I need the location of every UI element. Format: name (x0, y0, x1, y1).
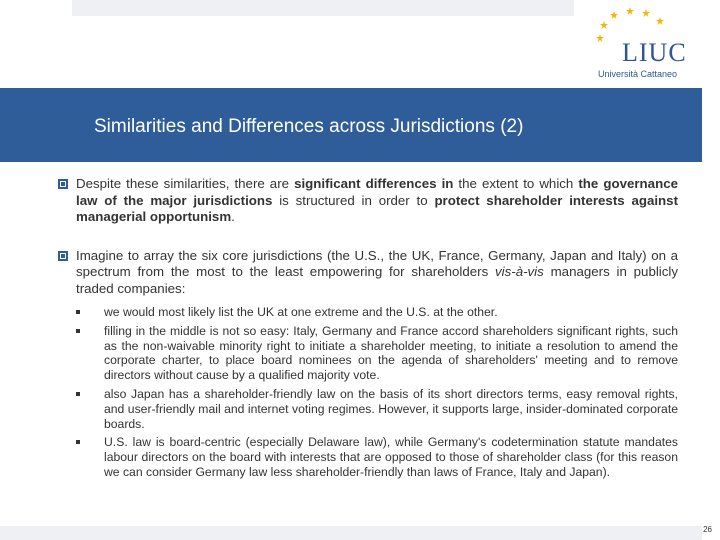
small-square-bullet-icon (76, 440, 80, 444)
list-item: U.S. law is board-centric (especially Delaware law), while Germany's codetermination statute mandates labour directors on the board with interests that are opposed to those of shareholder class (for this reason we can consider Germany law less shareholder-friendly than laws of France, Italy and Japan). (104, 435, 678, 479)
small-square-bullet-icon (76, 392, 80, 396)
small-square-bullet-icon (76, 310, 80, 314)
list-item: we would most likely list the UK at one extreme and the U.S. at the other. (104, 305, 678, 320)
square-bullet-icon (58, 179, 68, 189)
square-bullet-icon (58, 251, 68, 261)
list-item: also Japan has a shareholder-friendly law on the basis of its short directors terms, easy removal rights, and user-friendly mail and internet voting regimes. However, it supports large, insider-dominated corporate boards. (104, 387, 678, 431)
bullet-1-text: Despite these similarities, there are significant differences in the extent to which the governance law of the major jurisdictions is structured in order to protect shareholder interests against managerial opportunism. (76, 176, 679, 224)
small-square-bullet-icon (76, 329, 80, 333)
bottom-decor-box (0, 526, 702, 540)
slide-title: Similarities and Differences across Jurisdictions (2) (94, 116, 524, 137)
sub-list (58, 305, 678, 480)
slide-content (58, 176, 678, 484)
logo-subtitle: Università Cattaneo (598, 69, 678, 79)
bullet-2 (58, 248, 678, 298)
bullet-2-text: Imagine to array the six core jurisdictions (the U.S., the UK, France, Germany, Japan and Italy) on a spectrum from the most to the least empowering for shareholders vis-à-vis managers in publicly traded companies: (76, 247, 679, 296)
top-decor-box (72, 0, 574, 16)
page-number: 26 (703, 525, 712, 534)
list-item: filling in the middle is not so easy: Italy, Germany and France accord shareholders significant rights, such as the non-waivable minority right to initiate a shareholder meeting, to initiate a resolution to amend the corporate charter, to place board nominees on the agenda of shareholders' meeting and to remove directors without cause by a qualified majority vote. (104, 324, 678, 383)
logo-name: LIUC (622, 38, 687, 67)
liuc-logo (590, 4, 700, 84)
bullet-1 (58, 176, 678, 226)
